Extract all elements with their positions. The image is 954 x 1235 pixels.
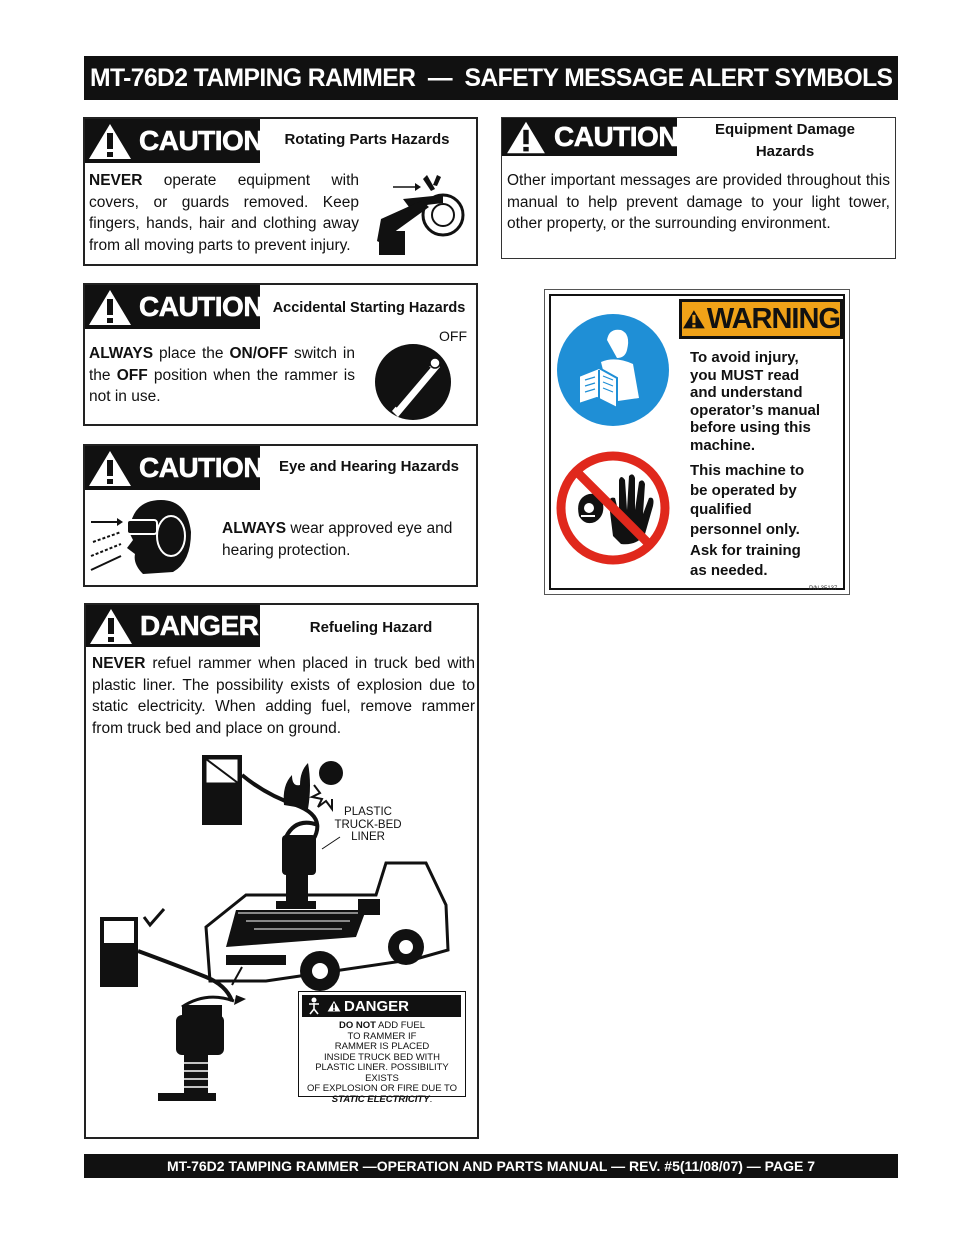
alert-triangle-icon — [88, 606, 134, 646]
warning-header-inner — [682, 302, 840, 336]
danger-badge — [86, 605, 260, 647]
person-icon — [305, 997, 323, 1015]
alert-triangle-icon — [327, 999, 341, 1013]
caution-word: CAUTION — [139, 125, 264, 156]
page-footer-bar — [84, 1154, 898, 1178]
page-footer: MT-76D2 TAMPING RAMMER —OPERATION AND PARTS MANUAL — REV. #5(11/08/07) — PAGE 7 — [167, 1158, 815, 1174]
refueling-body: refuel rammer when placed in truck bed with plastic liner. The possibility exists of explosion due to static electricity. When adding fuel, remove rammer from truck bed and place on ground. — [92, 655, 475, 737]
eye-hearing-text — [222, 518, 462, 561]
alert-triangle-icon — [504, 119, 548, 155]
warn-p2-l4: personnel only. — [690, 520, 800, 538]
warning-title: WARNING — [706, 302, 840, 335]
alert-triangle-icon — [87, 121, 133, 161]
plastic-liner-label — [330, 806, 406, 844]
caution-badge — [85, 285, 264, 329]
on-off-switch-icon — [372, 341, 454, 423]
caution-word: CAUTION — [554, 121, 679, 152]
warn-p3-l2: as needed. — [690, 561, 768, 579]
liner-line-2: TRUCK-BED — [334, 818, 402, 831]
eye-hearing-panel — [83, 444, 478, 587]
danger-decal-title: DANGER — [344, 997, 410, 1015]
caution-badge — [502, 118, 677, 156]
refueling-panel — [84, 603, 479, 1139]
caution-word: CAUTION — [139, 452, 264, 483]
warn-p2-l1: This machine to — [690, 462, 805, 479]
do-not-strong: DO NOT — [338, 1020, 376, 1031]
warning-paragraph-3 — [690, 541, 848, 580]
caution-badge — [85, 446, 264, 490]
warn-p1-l1: To avoid injury, — [690, 349, 799, 366]
danger-line-0: ADD FUEL — [378, 1020, 426, 1031]
accidental-starting-text — [89, 343, 355, 408]
warning-paragraph-1 — [690, 349, 848, 454]
danger-line-1: TO RAMMER IF — [347, 1030, 417, 1042]
off-label: OFF — [439, 328, 467, 344]
equipment-damage-heading: Equipment Damage Hazards — [714, 121, 856, 160]
danger-decal — [298, 991, 466, 1105]
accidental-starting-panel — [83, 283, 478, 426]
never-strong: NEVER — [89, 172, 143, 189]
always-strong: ALWAYS — [89, 345, 154, 362]
refueling-text — [92, 653, 475, 739]
prohibited-untrained-icon — [555, 450, 671, 566]
accidental-starting-heading: Accidental Starting Hazards — [272, 300, 466, 316]
refueling-heading: Refueling Hazard — [309, 619, 433, 636]
warning-decal — [544, 289, 850, 595]
never-strong: NEVER — [92, 655, 146, 672]
eye-hearing-protection-icon — [87, 492, 199, 584]
starting-mid1: place the — [158, 345, 224, 362]
rotating-body: operate equipment with covers, or guards removed. Keep fingers, hands, hair and clothing away from all moving parts to prevent injury. — [89, 172, 359, 254]
equipment-damage-panel — [501, 117, 896, 259]
alert-triangle-icon — [87, 448, 133, 488]
equipment-damage-text: Other important messages are provided throughout this manual to help prevent damage to your light tower, other property, or the surrounding environment. — [507, 172, 890, 232]
rotating-parts-icon — [373, 169, 469, 257]
off-strong: OFF — [116, 366, 148, 384]
static-electricity: STATIC ELECTRICITY — [331, 1093, 430, 1105]
warning-header — [679, 299, 843, 339]
warn-p2-l2: be operated by — [690, 481, 797, 499]
warn-p1-l2: you MUST read — [690, 366, 800, 384]
on-off-strong: ON/OFF — [229, 345, 288, 362]
warn-p3-l1: Ask for training — [690, 542, 801, 559]
warn-p1-l5: before using this — [690, 419, 811, 436]
alert-triangle-icon — [682, 308, 706, 330]
caution-word: CAUTION — [139, 291, 264, 322]
eye-hearing-heading: Eye and Hearing Hazards — [278, 458, 460, 475]
rotating-parts-heading: Rotating Parts Hazards — [284, 131, 450, 148]
danger-decal-header — [302, 995, 461, 1017]
read-manual-icon — [555, 312, 671, 428]
starting-mid2: switch in the — [89, 345, 355, 384]
warning-part-number: P/N 35137 — [809, 586, 838, 592]
danger-line-3: INSIDE TRUCK BED WITH — [324, 1051, 440, 1063]
page-title: MT-76D2 TAMPING RAMMER — SAFETY MESSAGE ALERT SYMBOLS — [89, 63, 893, 92]
danger-decal-text: DO NOT ADD FUEL TO RAMMER IF RAMMER IS PLACED INSIDE TRUCK BED WITH PLASTIC LINER. POSSIBILITY EXISTS OF EXPLOSION OR FIRE DUE TO STATIC ELECTRICITY. — [301, 1021, 463, 1105]
warn-p1-l3: and understand — [690, 384, 803, 401]
danger-line-5: OF EXPLOSION OR FIRE DUE TO — [306, 1083, 458, 1094]
caution-badge — [85, 119, 264, 163]
rotating-parts-panel — [83, 117, 478, 266]
rotating-parts-text — [89, 170, 359, 256]
liner-line-3: LINER — [351, 831, 385, 843]
alert-triangle-icon — [87, 287, 133, 327]
danger-word: DANGER — [140, 610, 259, 641]
warn-p1-l4: operator’s manual — [690, 401, 821, 419]
warn-p2-l3: qualified — [690, 501, 752, 518]
always-strong: ALWAYS — [222, 520, 287, 537]
starting-tail: position when the rammer is not in use. — [89, 366, 355, 405]
warn-p1-l6: machine. — [690, 436, 756, 454]
liner-line-1: PLASTIC — [344, 806, 392, 818]
eye-hearing-body: wear approved eye and hearing protection. — [222, 520, 453, 559]
danger-line-4: PLASTIC LINER. POSSIBILITY EXISTS — [315, 1062, 449, 1084]
danger-line-2: RAMMER IS PLACED — [334, 1041, 430, 1052]
warning-paragraph-2 — [690, 461, 848, 539]
page-title-bar — [84, 56, 898, 100]
